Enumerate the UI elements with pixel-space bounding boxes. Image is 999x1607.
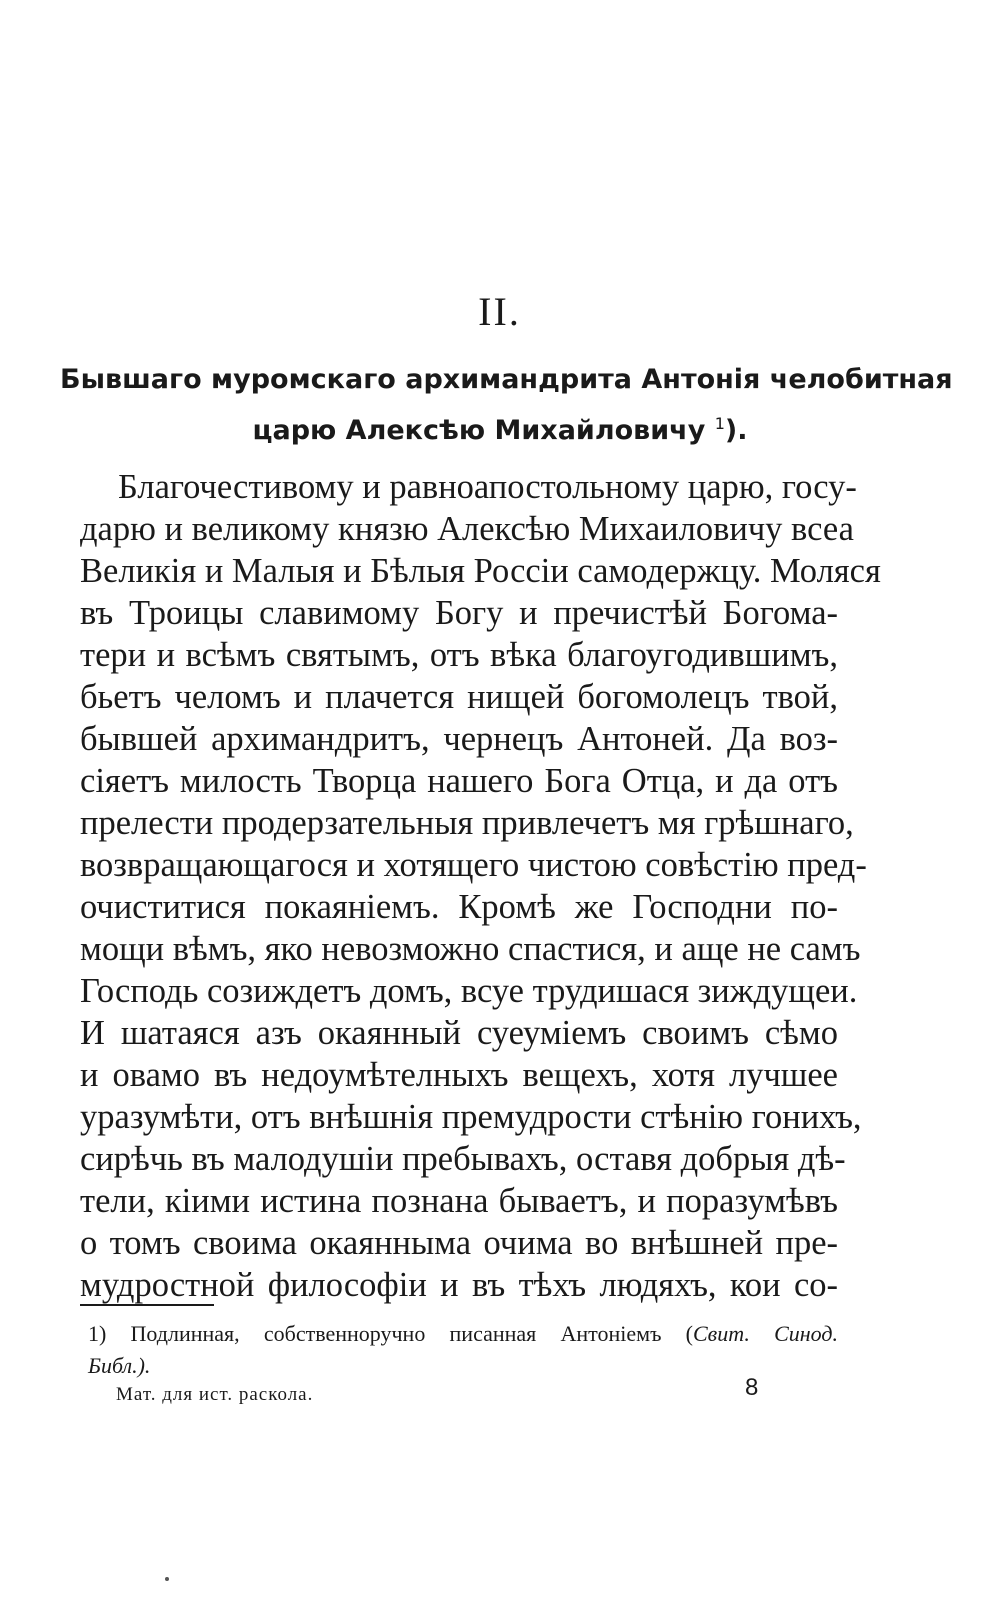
body-line: И шатаяся азъ окаянный суеуміемъ своимъ сѣмо (80, 1014, 838, 1052)
body-line: Великія и Малыя и Бѣлыя Россіи самодержцу. Моляся (80, 552, 881, 590)
body-line: о томъ своима окаянныма очима во внѣшней пре- (80, 1224, 838, 1262)
footnote-text: Подлинная, собственноручно писанная Антоніемъ (106, 1321, 662, 1346)
body-line: возвращающагося и хотящего чистою совѣстію пред- (80, 846, 867, 884)
signature-number: 8 (745, 1374, 759, 1401)
body-line: тери и всѣмъ святымъ, отъ вѣка благоугодившимъ, (80, 636, 838, 674)
footnote-line-2 (88, 1350, 838, 1382)
heading-footnote-marker: 1 (714, 414, 725, 433)
footnote-line-1 (88, 1318, 838, 1350)
body-line: уразумѣти, отъ внѣшнія премудрости стѣнію гонихъ, (80, 1098, 862, 1136)
body-line: сирѣчь въ малодушіи пребывахъ, оставя добрыя дѣ- (80, 1140, 846, 1178)
heading-line-2 (60, 402, 940, 453)
body-line: очиститися покаяніемъ. Кромѣ же Господни по- (80, 888, 838, 926)
body-text (80, 466, 881, 1306)
section-numeral: II. (478, 289, 521, 334)
body-line: Благочестивому и равноапостольному царю, госу- (118, 468, 857, 506)
footnote-divider (80, 1304, 214, 1306)
body-line: Господь созиждетъ домъ, всуе трудишася зиждущеи. (80, 972, 858, 1010)
body-line: прелести продерзательныя привлечетъ мя грѣшнаго, (80, 804, 854, 842)
body-line: тели, кіими истина познана бываетъ, и поразумѣвъ (80, 1182, 838, 1220)
footnote (88, 1318, 838, 1382)
signature-mark: Мат. для ист. раскола. (116, 1384, 314, 1405)
print-speck (165, 1577, 169, 1581)
heading-line-2-end: ). (724, 415, 748, 446)
body-line: сіяетъ милость Творца нашего Бога Отца, и да отъ (80, 762, 838, 800)
body-line: дарю и великому князю Алексѣю Михаиловичу всеа (80, 510, 854, 548)
footnote-marker: 1) (88, 1321, 107, 1346)
body-line: мощи вѣмъ, яко невозможно спастися, и аще не самъ (80, 930, 861, 968)
document-heading (60, 358, 953, 453)
body-line: бывшей архимандритъ, чернецъ Антоней. Да воз- (80, 720, 838, 758)
heading-line-2-text: царю Алексѣю Михайловичу (252, 415, 706, 446)
footnote-source-line-1: Свит. Синод. (693, 1321, 839, 1346)
footnote-source-line-2: Библ. (88, 1353, 138, 1378)
footnote-source-close: ). (137, 1353, 151, 1378)
heading-line-1: Бывшаго муромскаго архимандрита Антонія челобитная (60, 364, 953, 395)
body-line: мудростной философіи и въ тѣхъ людяхъ, кои со- (80, 1266, 838, 1304)
footnote-source-open: ( (661, 1321, 693, 1346)
body-line: бьетъ челомъ и плачется нищей богомолецъ твой, (80, 678, 838, 716)
body-line: въ Троицы славимому Богу и пречистѣй Богома- (80, 594, 838, 632)
body-line: и овамо въ недоумѣтелныхъ вещехъ, хотя лучшее (80, 1056, 838, 1094)
